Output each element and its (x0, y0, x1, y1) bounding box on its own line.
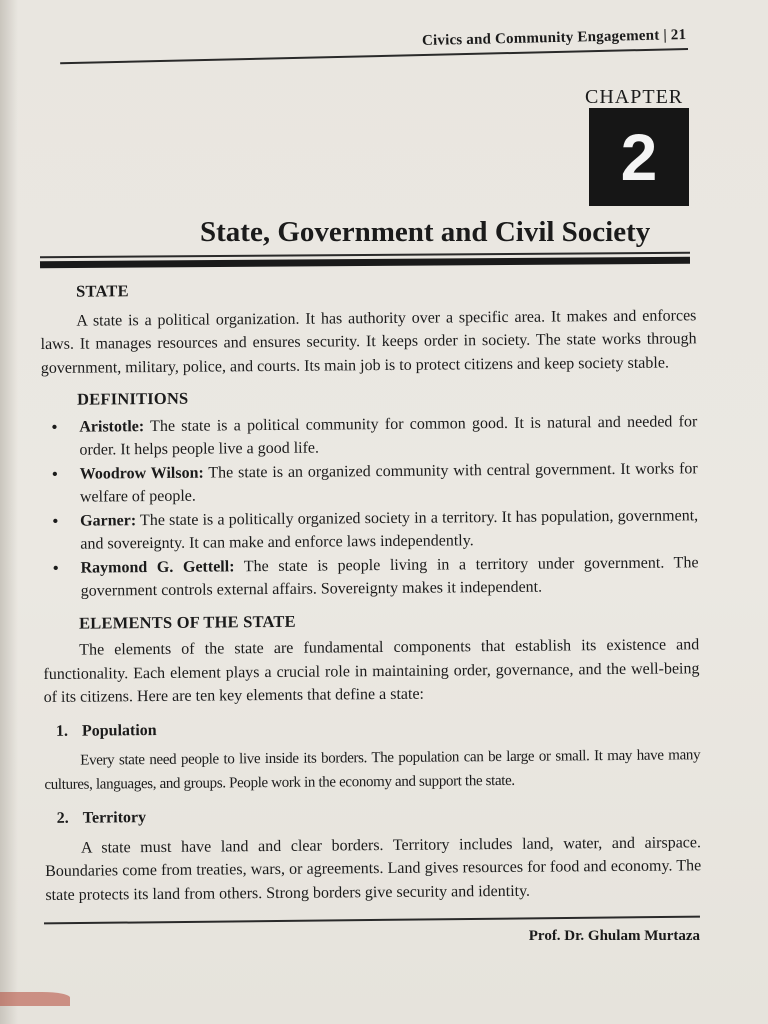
chapter-number-box (589, 108, 689, 206)
author-name: Prof. Dr. Ghulam Murtaza (528, 928, 700, 944)
footer-rule (44, 916, 700, 925)
chapter-number: 2 (620, 120, 658, 194)
title-rule-thick (40, 257, 690, 269)
definition-item (41, 410, 697, 463)
section-heading-definitions: DEFINITIONS (76, 388, 189, 409)
definition-item (42, 504, 698, 557)
page-corner-mark (0, 992, 70, 1006)
definition-term: Raymond G. Gettell: (80, 557, 235, 577)
element-title: Population (81, 721, 157, 740)
element-title: Territory (82, 809, 147, 827)
definition-text: The state is a political community for common good. It is natural and needed for order. It helps people live a good life. (79, 412, 698, 459)
definitions-list (41, 410, 699, 604)
running-header: Civics and Community Engagement | 21 (421, 27, 687, 49)
header-rule (60, 48, 688, 64)
definition-term: Aristotle: (79, 417, 145, 436)
element-number: 1. (55, 722, 69, 740)
definition-term: Woodrow Wilson: (79, 464, 204, 483)
definition-text: The state is an organized community with central government. It works for welfare of people. (79, 459, 698, 506)
element-paragraph-population: Every state need people to live inside its borders. The population can be large or small. It may have many cultures, languages, and groups. People work in the economy and support the state. (44, 747, 701, 793)
definition-item (42, 457, 698, 510)
state-paragraph: A state is a political organization. It has authority over a specific area. It makes and enforces laws. It manages resources and ensures security. It keeps order in society. The state works through government, military, police, and courts. Its main job is to protect citizens and keep society stable. (40, 306, 697, 377)
page-content (40, 270, 701, 907)
element-heading-territory (57, 801, 701, 830)
chapter-title: State, Government and Civil Society (200, 216, 651, 248)
definition-text: The state is people living in a territory under government. The government controls external affairs. Sovereignty makes it independent. (80, 553, 699, 600)
section-heading-state: STATE (76, 281, 129, 301)
chapter-label: CHAPTER (585, 86, 684, 108)
element-number: 2. (56, 809, 69, 827)
element-heading-population (56, 714, 700, 743)
section-heading-elements: ELEMENTS OF THE STATE (78, 611, 296, 633)
page-edge-shadow (0, 0, 18, 1024)
element-paragraph-territory: A state must have land and clear borders. Territory includes land, water, and airspace. Boundaries come from treaties, wars, or agreements. Land gives resources for food and economy. The state protects its land from others. Strong borders give security and identity. (45, 833, 702, 904)
definition-term: Garner: (80, 511, 137, 530)
definition-text: The state is a politically organized society in a territory. It has population, government, and sovereignty. It can make and enforce laws independently. (80, 506, 699, 553)
definition-item (42, 551, 698, 604)
elements-intro: The elements of the state are fundamental components that establish its existence and functionality. Each element plays a crucial role in maintaining order, governance, and the well-being of its citizens. Here are ten key elements that define a state: (43, 636, 700, 706)
